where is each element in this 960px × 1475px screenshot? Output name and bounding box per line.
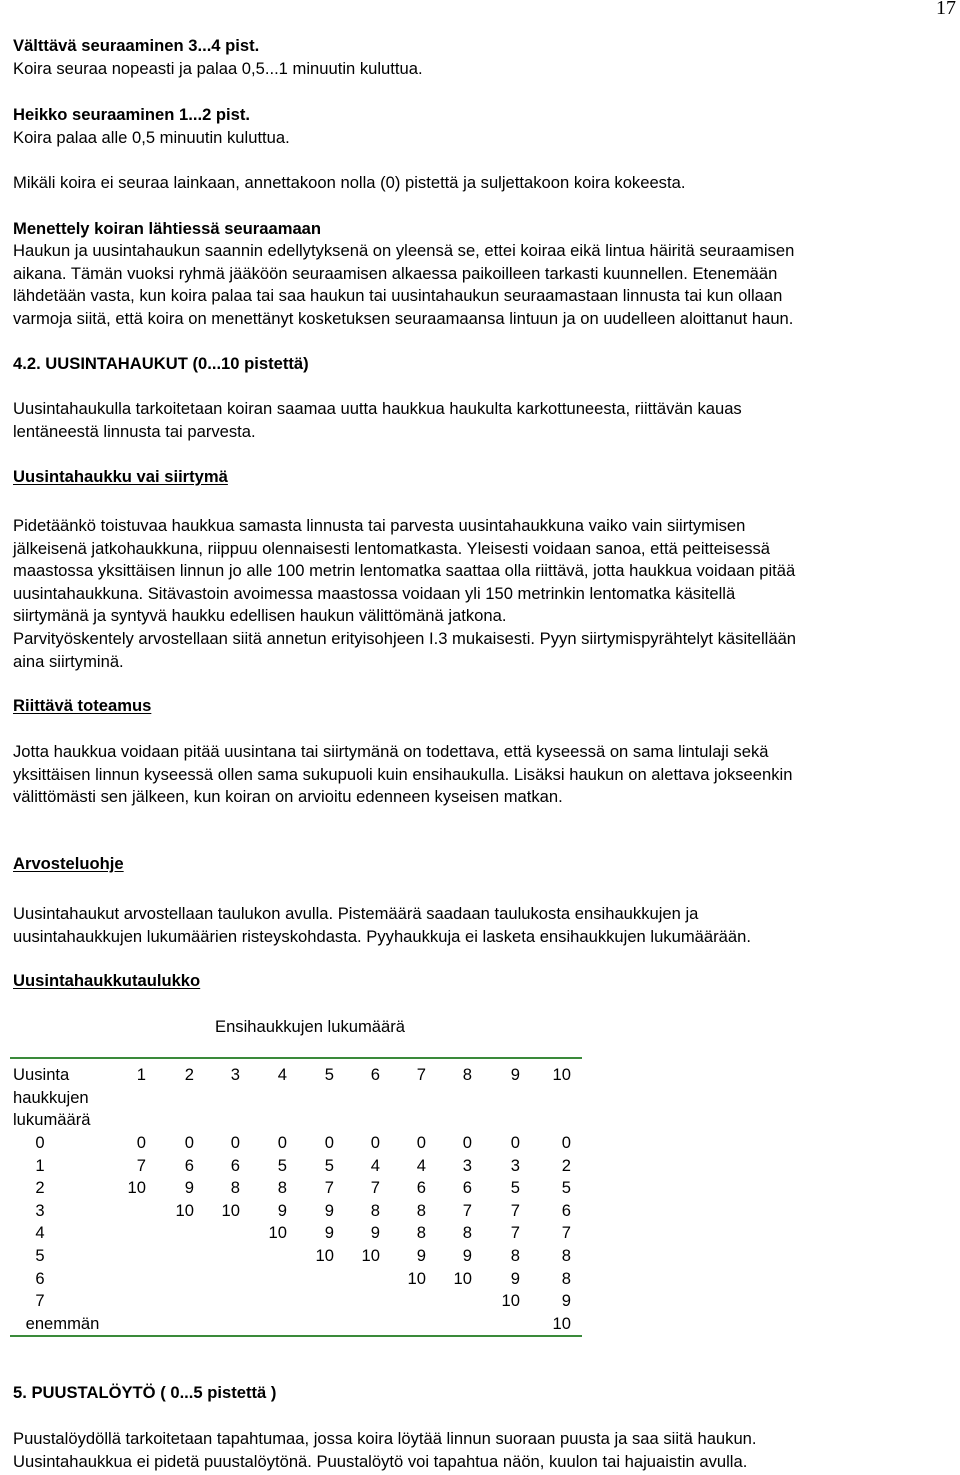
table-cell: 8 bbox=[230, 1178, 240, 1198]
table-cell: 0 bbox=[230, 1133, 240, 1152]
table-cell: 0 bbox=[277, 1133, 287, 1152]
table-row-label: enemmän bbox=[25, 1313, 100, 1333]
table-cell: 8 bbox=[416, 1223, 426, 1243]
table-cell: 6 bbox=[561, 1200, 571, 1220]
table-cell: 7 bbox=[370, 1178, 380, 1198]
table-cell: 5 bbox=[510, 1178, 520, 1198]
paragraph-line: Pidetäänkö toistuvaa haukkua samasta linnusta tai parvesta uusintahaukkuna vaiko vain siirtymisen bbox=[13, 516, 746, 535]
table-row-label: 3 bbox=[35, 1200, 45, 1220]
table-row-label: 2 bbox=[35, 1178, 45, 1198]
table-cell: 7 bbox=[136, 1155, 146, 1175]
table-row-label: 7 bbox=[35, 1291, 45, 1311]
table-bottom-rule bbox=[10, 1335, 582, 1337]
table-column-number: 3 bbox=[230, 1065, 240, 1084]
table-cell: 9 bbox=[416, 1246, 426, 1265]
table-cell: 9 bbox=[510, 1268, 520, 1288]
paragraph-line: Parvityöskentely arvostellaan siitä annetun erityisohjeen I.3 mukaisesti. Pyyn siirtymispyrähtelyt käsitellään bbox=[13, 628, 797, 648]
table-cell: 9 bbox=[561, 1291, 571, 1311]
table-cell: 3 bbox=[510, 1155, 520, 1175]
table-cell: 6 bbox=[416, 1178, 426, 1198]
table-cell: 9 bbox=[324, 1200, 334, 1220]
paragraph-line: jälkeisenä jatkohaukkuna, riippuu olennaisesti lentomatkasta. Yleisesti voidaan sanoa, että peitteisessä bbox=[13, 538, 771, 558]
valttava-text: Koira seuraa nopeasti ja palaa 0,5...1 minuutin kuluttua. bbox=[13, 59, 423, 78]
table-cell: 9 bbox=[462, 1246, 472, 1265]
heikko-heading: Heikko seuraaminen 1...2 pist. bbox=[13, 105, 251, 124]
menettely-paragraph bbox=[13, 240, 794, 330]
vai-paragraph bbox=[13, 515, 796, 673]
table-cell: 10 bbox=[268, 1223, 287, 1243]
table-column-number: 1 bbox=[136, 1065, 146, 1084]
taulukko-heading: Uusintahaukkutaulukko bbox=[13, 971, 201, 990]
paragraph-line: aikana. Tämän vuoksi ryhmä jääköön seuraamisen alkaessa paikoilleen tarkasti kuunnellen. Etenemään bbox=[13, 263, 778, 283]
table-cell: 7 bbox=[510, 1200, 520, 1220]
table-cell: 6 bbox=[184, 1155, 194, 1175]
row-header-line: haukkujen bbox=[13, 1087, 89, 1107]
table-cell: 0 bbox=[324, 1133, 334, 1152]
arvostelu-paragraph bbox=[13, 903, 751, 948]
vai-heading: Uusintahaukku vai siirtymä bbox=[13, 467, 228, 486]
table-cell: 8 bbox=[510, 1246, 520, 1265]
paragraph-line: maastossa yksittäisen linnun jo alle 100 metrin lentomatka saattaa olla riittävä, jotta haukkua voidaan pitää bbox=[13, 561, 796, 581]
table-top-rule bbox=[10, 1057, 582, 1059]
paragraph-line: välittömästi sen jälkeen, kun koiran on arvioitu edenneen kyseisen matkan. bbox=[13, 787, 563, 807]
table-column-number: 7 bbox=[416, 1065, 426, 1084]
table-cell: 3 bbox=[462, 1155, 472, 1175]
table-cell: 5 bbox=[277, 1155, 287, 1175]
puusta-paragraph bbox=[13, 1428, 757, 1473]
table-cell: 0 bbox=[561, 1133, 571, 1152]
table-cell: 10 bbox=[407, 1268, 426, 1288]
table-cell: 7 bbox=[510, 1223, 520, 1243]
table-cell: 9 bbox=[184, 1178, 194, 1198]
table-row-label: 6 bbox=[35, 1268, 45, 1288]
section-4-2-heading: 4.2. UUSINTAHAUKUT (0...10 pistettä) bbox=[13, 354, 309, 373]
row-header-line: lukumäärä bbox=[13, 1110, 91, 1130]
table-cell: 10 bbox=[552, 1313, 571, 1333]
paragraph-line: Jotta haukkua voidaan pitää uusintana tai siirtymänä on todettava, että kyseessä on sama lintulaji sekä bbox=[13, 742, 769, 761]
arvostelu-heading: Arvosteluohje bbox=[13, 854, 124, 873]
table-cell: 7 bbox=[561, 1223, 571, 1243]
paragraph-line: Uusintahaukut arvostellaan taulukon avulla. Pistemäärä saadaan taulukosta ensihaukkujen ja bbox=[13, 904, 699, 923]
paragraph-line: Haukun ja uusintahaukun saannin edellytyksenä on yleensä se, ettei koiraa eikä lintua häiritä seuraamisen bbox=[13, 241, 795, 260]
table-cell: 8 bbox=[561, 1246, 571, 1265]
paragraph-line: Uusintahaukulla tarkoitetaan koiran saamaa uutta haukkua haukulta karkottuneesta, riittävän kauas bbox=[13, 399, 742, 418]
table-cell: 0 bbox=[462, 1133, 472, 1152]
paragraph-line: varmoja siitä, että koira on menettänyt kosketuksen seuraamaansa lintuun ja on uudelleen aloittanut haun. bbox=[13, 308, 794, 328]
riittava-heading: Riittävä toteamus bbox=[13, 696, 152, 715]
table-cell: 10 bbox=[361, 1246, 380, 1265]
table-cell: 2 bbox=[561, 1155, 571, 1175]
page-number: 17 bbox=[936, 0, 956, 19]
paragraph-line: lähdetään vasta, kun koira palaa tai saa haukun tai uusintahaukun seuraamastaan linnusta tai kun ollaan bbox=[13, 286, 783, 306]
paragraph-line: uusintahaukkuna. Sitävastoin avoimessa maastossa voidaan yli 150 metrinkin lentomatka käsitellä bbox=[13, 583, 736, 603]
table-row-label: 4 bbox=[35, 1223, 45, 1243]
valttava-heading: Välttävä seuraaminen 3...4 pist. bbox=[13, 36, 260, 55]
table-cell: 0 bbox=[370, 1133, 380, 1152]
table-cell: 10 bbox=[221, 1200, 240, 1220]
table-row-header bbox=[13, 1064, 90, 1132]
table-cell: 5 bbox=[561, 1178, 571, 1198]
table-cell: 9 bbox=[324, 1223, 334, 1243]
table-cell: 7 bbox=[462, 1200, 472, 1220]
paragraph-line: aina siirtyminä. bbox=[13, 651, 124, 671]
table-cell: 5 bbox=[324, 1155, 334, 1175]
table-cell: 10 bbox=[453, 1268, 472, 1288]
table-cell: 0 bbox=[416, 1133, 426, 1152]
table-cell: 8 bbox=[416, 1200, 426, 1220]
table-cell: 6 bbox=[462, 1178, 472, 1198]
riittava-paragraph bbox=[13, 741, 792, 809]
table-cell: 4 bbox=[370, 1155, 380, 1175]
paragraph-line: Uusintahaukkua ei pidetä puustalöytönä. Puustalöytö voi tapahtua näön, kuulon tai hajuaistin avulla. bbox=[13, 1451, 748, 1471]
paragraph-line: yksittäisen linnun kyseessä ollen sama sukupuoli kuin ensihaukulla. Lisäksi haukun on alettava jokseenkin bbox=[13, 764, 793, 784]
table-cell: 0 bbox=[136, 1133, 146, 1152]
paragraph-line: lentäneestä linnusta tai parvesta. bbox=[13, 421, 256, 441]
table-cell: 8 bbox=[462, 1223, 472, 1243]
uusinta-paragraph bbox=[13, 398, 742, 443]
table-column-number: 9 bbox=[510, 1065, 520, 1084]
table-column-header: Ensihaukkujen lukumäärä bbox=[215, 1017, 406, 1036]
table-cell: 10 bbox=[175, 1200, 194, 1220]
table-column-number: 10 bbox=[552, 1065, 571, 1084]
table-column-number: 4 bbox=[277, 1065, 287, 1084]
table-cell: 6 bbox=[230, 1155, 240, 1175]
section-5-heading: 5. PUUSTALÖYTÖ ( 0...5 pistettä ) bbox=[13, 1383, 277, 1402]
table-row-label: 1 bbox=[35, 1155, 45, 1175]
row-header-line: Uusinta bbox=[13, 1065, 70, 1084]
table-column-number: 6 bbox=[370, 1065, 380, 1084]
paragraph-line: siirtymänä ja syntyvä haukku edellisen haukun välittömänä jatkona. bbox=[13, 606, 507, 626]
table-cell: 9 bbox=[277, 1200, 287, 1220]
menettely-heading: Menettely koiran lähtiessä seuraamaan bbox=[13, 219, 322, 238]
table-cell: 7 bbox=[324, 1178, 334, 1198]
table-cell: 8 bbox=[370, 1200, 380, 1220]
table-cell: 0 bbox=[184, 1133, 194, 1152]
table-cell: 10 bbox=[127, 1178, 146, 1198]
table-column-number: 2 bbox=[184, 1065, 194, 1084]
table-cell: 9 bbox=[370, 1223, 380, 1243]
table-row-label: 5 bbox=[35, 1246, 45, 1265]
table-cell: 8 bbox=[561, 1268, 571, 1288]
heikko-text: Koira palaa alle 0,5 minuutin kuluttua. bbox=[13, 128, 290, 147]
table-column-number: 5 bbox=[324, 1065, 334, 1084]
paragraph-line: uusintahaukkujen lukumäärien risteyskohdasta. Pyyhaukkuja ei lasketa ensihaukkujen lukumäärään. bbox=[13, 926, 751, 946]
table-cell: 0 bbox=[510, 1133, 520, 1152]
table-cell: 10 bbox=[501, 1291, 520, 1311]
table-cell: 8 bbox=[277, 1178, 287, 1198]
mikali-paragraph: Mikäli koira ei seuraa lainkaan, annettakoon nolla (0) pistettä ja suljettakoon koira kokeesta. bbox=[13, 173, 686, 192]
table-column-number: 8 bbox=[462, 1065, 472, 1084]
table-row-label: 0 bbox=[35, 1133, 45, 1152]
table-cell: 10 bbox=[315, 1246, 334, 1265]
paragraph-line: Puustalöydöllä tarkoitetaan tapahtumaa, jossa koira löytää linnun suoraan puusta ja saa siitä haukun. bbox=[13, 1429, 757, 1448]
table-cell: 4 bbox=[416, 1155, 426, 1175]
